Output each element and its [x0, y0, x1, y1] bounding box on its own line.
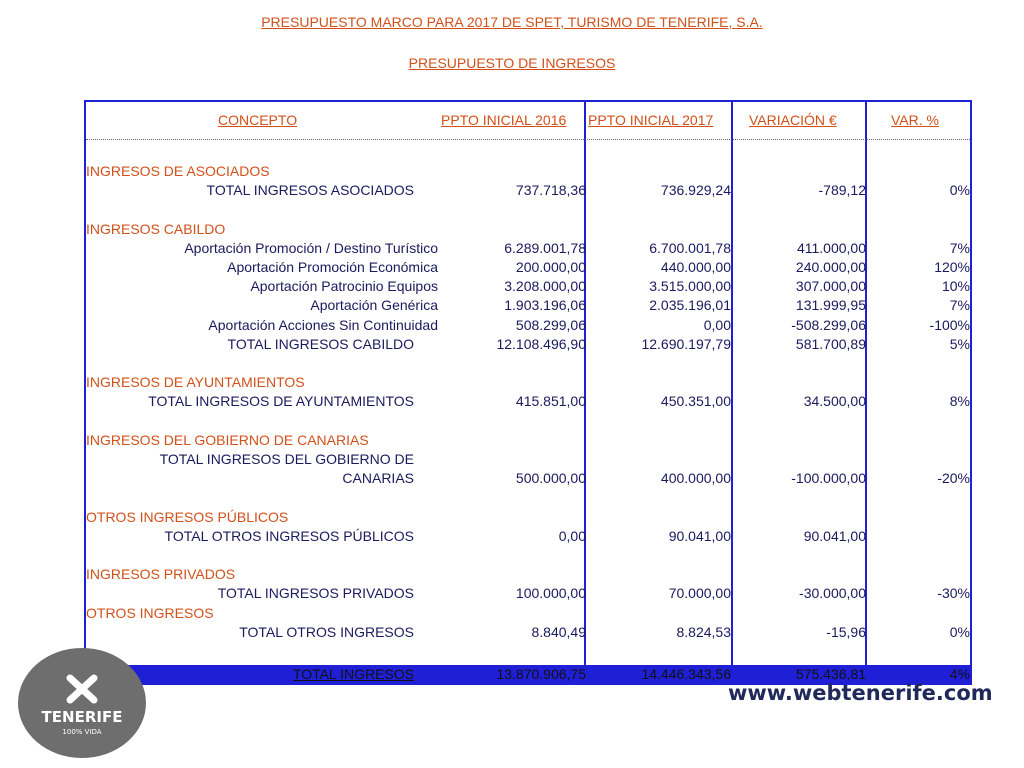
value-var-pct: 120% [934, 259, 970, 275]
table-row [86, 392, 970, 411]
website-link[interactable]: www.webtenerife.com [728, 681, 993, 705]
table-row [86, 296, 970, 315]
section-heading-row [86, 604, 970, 623]
page-subtitle: PRESUPUESTO DE INGRESOS [408, 55, 616, 71]
value-2017: 736.929,24 [660, 182, 731, 199]
value-2017: 70.000,00 [668, 585, 731, 602]
value-2016: 508.299,06 [515, 316, 586, 333]
value-2017: 450.351,00 [660, 393, 731, 410]
section-heading-row [86, 220, 970, 239]
section-heading: OTROS INGRESOS [86, 604, 214, 621]
value-var-pct: 0% [949, 182, 970, 199]
row-label: Aportación Patrocinio Equipos [250, 278, 438, 295]
row-label: TOTAL OTROS INGRESOS [239, 623, 414, 640]
value-variacion: -508.299,06 [791, 316, 866, 333]
total-var-pct: 4% [949, 666, 970, 682]
total-2017: 14.446.343,56 [641, 666, 731, 682]
column-header-concepto: CONCEPTO [218, 112, 298, 128]
value-variacion: 90.041,00 [803, 527, 866, 544]
value-2016: 1.903.196,06 [504, 297, 586, 314]
value-variacion: 131.999,95 [795, 297, 866, 314]
row-label: CANARIAS [342, 470, 414, 487]
value-var-pct: 8% [949, 393, 970, 410]
header-separator [86, 139, 970, 140]
column-header-variacion: VARIACIÓN € [749, 112, 837, 128]
column-header-var-pct: VAR. % [891, 112, 939, 128]
value-2017: 0,00 [703, 316, 731, 333]
value-variacion: 411.000,00 [796, 239, 866, 256]
value-variacion: -100.000,00 [791, 470, 866, 487]
row-label: Aportación Genérica [310, 297, 438, 314]
row-label: Aportación Acciones Sin Continuidad [208, 316, 438, 333]
value-2016: 200.000,00 [515, 259, 586, 275]
value-var-pct: 7% [949, 239, 970, 256]
table-row [86, 239, 970, 258]
table-row [86, 258, 970, 277]
section-heading-row [86, 508, 970, 527]
value-2016: 415.851,00 [515, 393, 586, 410]
logo-tagline: 100% VIDA [62, 728, 102, 736]
value-var-pct: -20% [937, 470, 970, 487]
total-label: TOTAL INGRESOS [292, 666, 414, 682]
section-heading: INGRESOS DE ASOCIADOS [86, 163, 270, 179]
table-row [86, 527, 970, 546]
value-2017: 6.700.001,78 [649, 239, 731, 256]
value-var-pct: 7% [949, 297, 970, 314]
row-label: TOTAL INGRESOS DE AYUNTAMIENTOS [148, 393, 414, 410]
value-variacion: 307.000,00 [795, 278, 866, 295]
table-row [86, 469, 970, 488]
row-label: TOTAL INGRESOS DEL GOBIERNO DE [159, 451, 414, 467]
value-2017: 440.000,00 [660, 259, 731, 275]
value-2016: 6.289.001,78 [504, 239, 586, 256]
value-variacion: -789,12 [818, 182, 866, 199]
table-row [86, 277, 970, 296]
value-2016: 737.718,36 [515, 182, 586, 199]
value-2017: 400.000,00 [660, 470, 731, 487]
table-row [86, 450, 970, 469]
table-row [86, 335, 970, 354]
value-variacion: -15,96 [826, 623, 866, 640]
value-2016: 8.840,49 [531, 623, 586, 640]
value-variacion: 240.000,00 [795, 259, 866, 275]
section-heading: INGRESOS CABILDO [86, 220, 226, 237]
value-2016: 3.208.000,00 [504, 278, 586, 295]
table-row [86, 623, 970, 642]
value-2016: 100.000,00 [515, 585, 586, 602]
value-2016: 12.108.496,90 [496, 335, 586, 352]
value-var-pct: -30% [937, 585, 970, 602]
section-heading-row [86, 373, 970, 392]
column-header-ppto-2017: PPTO INICIAL 2017 [588, 112, 714, 128]
section-heading-row [86, 162, 970, 181]
section-heading: INGRESOS DE AYUNTAMIENTOS [86, 374, 305, 391]
value-var-pct: 5% [949, 335, 970, 352]
table-row [86, 584, 970, 603]
table-row [86, 316, 970, 335]
row-label: TOTAL OTROS INGRESOS PÚBLICOS [164, 527, 414, 544]
value-var-pct: 10% [941, 278, 970, 295]
table-row [86, 181, 970, 200]
value-var-pct: -100% [929, 316, 970, 333]
section-heading: INGRESOS DEL GOBIERNO DE CANARIAS [86, 431, 369, 448]
value-2017: 3.515.000,00 [649, 278, 731, 295]
total-2016: 13.870.906,75 [496, 666, 586, 682]
total-variacion: 575.436,81 [795, 666, 866, 682]
section-heading: INGRESOS PRIVADOS [86, 566, 236, 583]
row-label: Aportación Promoción / Destino Turístico [184, 239, 438, 256]
row-label: TOTAL INGRESOS ASOCIADOS [206, 182, 414, 199]
value-2016: 0,00 [558, 527, 586, 544]
value-2016: 500.000,00 [515, 470, 586, 487]
page-title: PRESUPUESTO MARCO PARA 2017 DE SPET, TURISMO DE TENERIFE, S.A. [261, 14, 763, 30]
row-label: Aportación Promoción Económica [227, 259, 438, 275]
logo-text: TENERIFE [41, 708, 123, 726]
value-variacion: 581.700,89 [795, 335, 866, 352]
row-label: TOTAL INGRESOS PRIVADOS [217, 585, 414, 602]
value-variacion: -30.000,00 [799, 585, 866, 602]
section-heading: OTROS INGRESOS PÚBLICOS [86, 508, 289, 525]
total-row [86, 665, 970, 684]
value-2017: 12.690.197,79 [641, 335, 731, 352]
value-2017: 8.824,53 [676, 623, 731, 640]
column-header-ppto-2016: PPTO INICIAL 2016 [441, 112, 567, 128]
value-2017: 2.035.196,01 [649, 297, 731, 314]
section-heading-row [86, 565, 970, 584]
value-variacion: 34.500,00 [803, 393, 866, 410]
value-var-pct: 0% [949, 623, 970, 640]
section-heading-row [86, 431, 970, 450]
value-2017: 90.041,00 [668, 527, 731, 544]
row-label: TOTAL INGRESOS CABILDO [227, 335, 414, 352]
